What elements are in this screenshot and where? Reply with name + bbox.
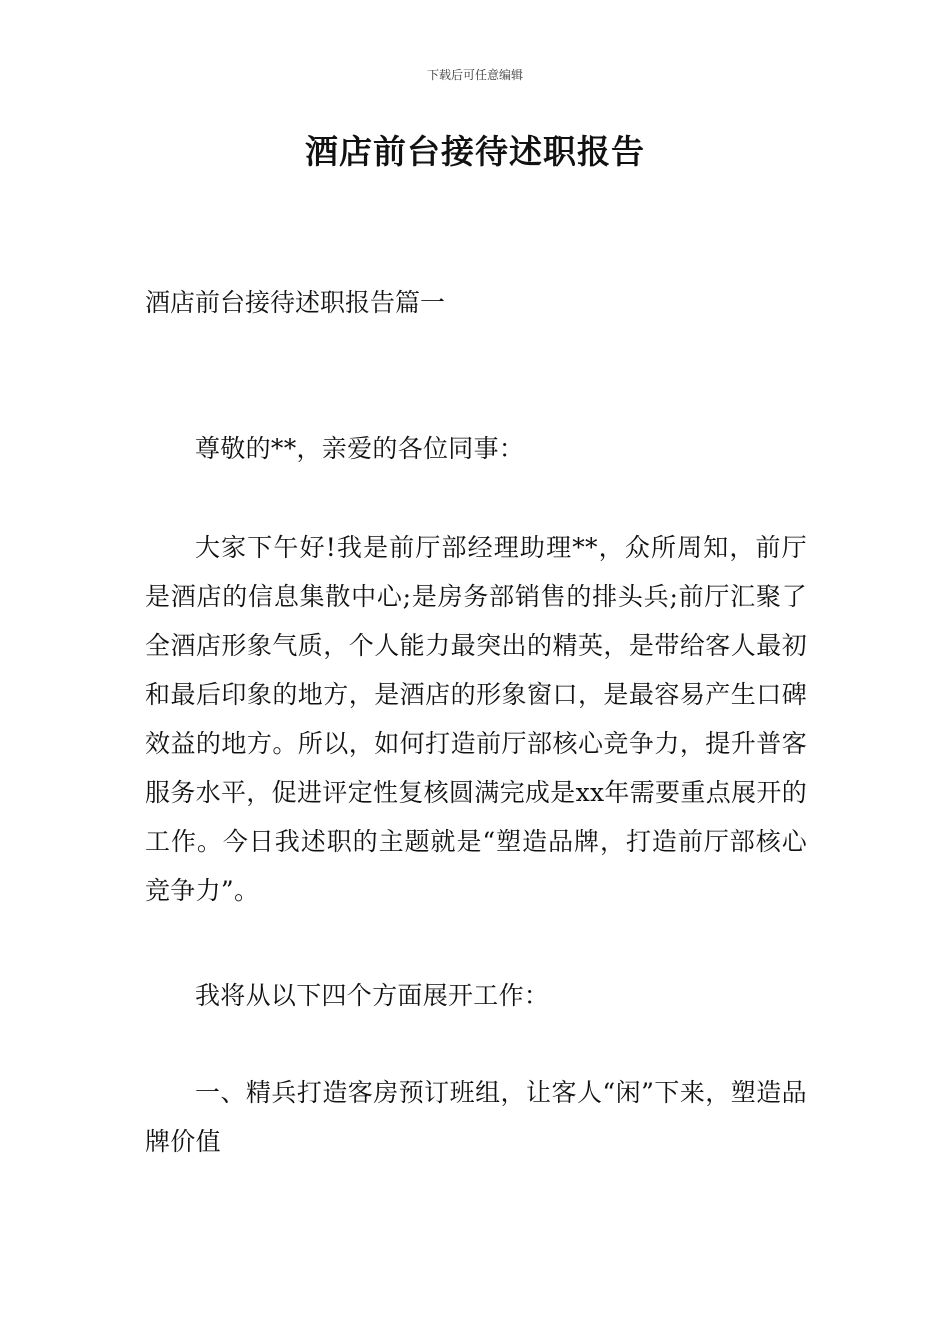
section-heading: 酒店前台接待述职报告篇一 [145,288,446,317]
paragraph-outline: 我将从以下四个方面展开工作： [195,981,550,1010]
paragraph-greeting: 尊敬的**，亲爱的各位同事： [195,434,525,463]
paragraph-point-one: 一、精兵打造客房预订班组，让客人“闲”下来，塑造品牌价值 [145,1078,807,1156]
paragraph-intro: 大家下午好!我是前厅部经理助理**，众所周知，前厅是酒店的信息集散中心;是房务部销售的排头兵;前厅汇聚了全酒店形象气质，个人能力最突出的精英，是带给客人最初和最后印象的地方，是酒店的形象窗口，是最容易产生口碑效益的地方。所以，如何打造前厅部核心竞争力，提升普客服务水平，促进评定性复核圆满完成是xx年需要重点展开的工作。今日我述职的主题就是“塑造品牌，打造前厅部核心竞争力”。 [145,533,807,905]
document-title: 酒店前台接待述职报告 [305,132,645,171]
header-note: 下载后可任意编辑 [426,68,523,82]
